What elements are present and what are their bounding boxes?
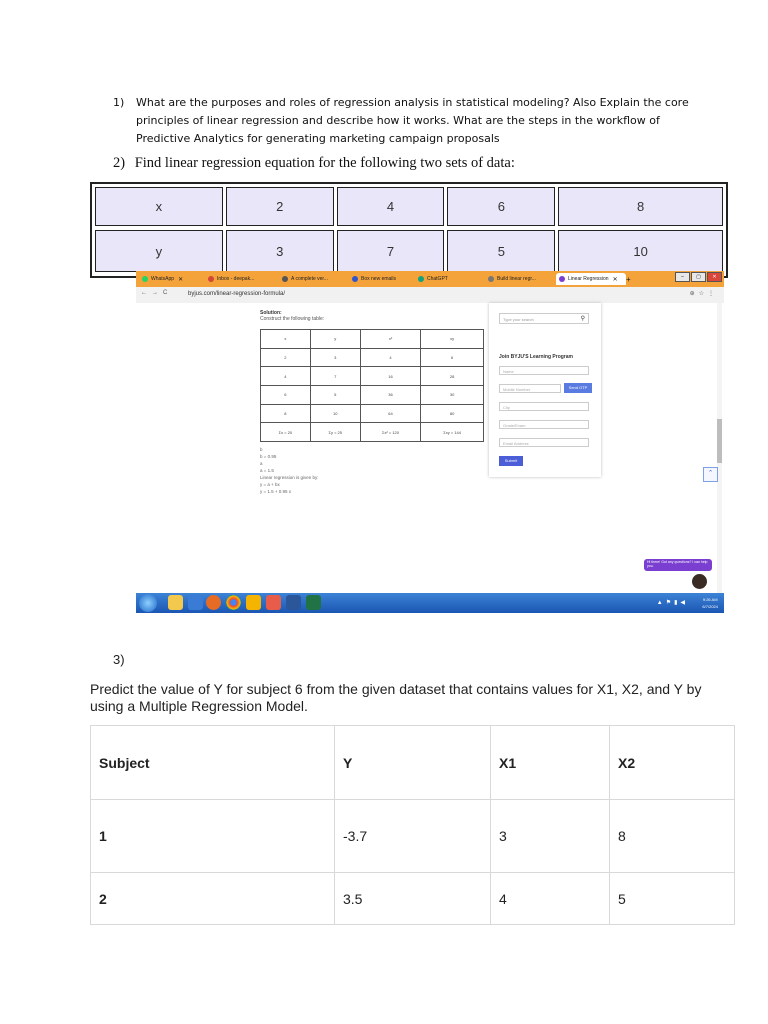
clock-time: 9:26 AM — [702, 597, 718, 602]
signup-sidebar — [489, 303, 601, 477]
solution-formulas — [260, 446, 319, 495]
tab-label: WhatsApp — [151, 276, 175, 282]
globe-icon — [282, 276, 288, 282]
table-row — [261, 330, 484, 349]
table-cell: 30 — [421, 385, 484, 404]
tab-label: A complete ver... — [291, 276, 328, 282]
table-cell: 10 — [310, 404, 360, 423]
embedded-screenshot — [136, 271, 724, 613]
table-row — [91, 800, 735, 873]
table-cell: 5 — [310, 385, 360, 404]
search-icon: ⚲ — [580, 316, 585, 322]
table-cell: 10 — [558, 230, 723, 272]
question-1-text: What are the purposes and roles of regression analysis in statistical modeling? Also Explain the core principles of linear regression and describe how it works. What are the steps in the workflow of Predictive Analytics for generating marketing campaign proposals — [136, 96, 689, 145]
windows-start-icon[interactable] — [139, 594, 157, 612]
search-placeholder: Type your search — [503, 317, 534, 322]
table-cell: 2 — [261, 348, 311, 367]
taskbar — [136, 593, 724, 613]
data-table-subjects — [90, 725, 735, 925]
whatsapp-icon — [142, 276, 148, 282]
table-row — [261, 423, 484, 442]
join-title: Join BYJU'S Learning Program — [499, 354, 573, 360]
table-cell: 8 — [261, 404, 311, 423]
browser-tab[interactable] — [142, 273, 204, 285]
table-cell: 1 — [91, 800, 335, 873]
excel-icon[interactable] — [306, 595, 321, 610]
formula-line: y = a + bx — [260, 482, 280, 487]
table-cell: 3 — [491, 800, 610, 873]
browser-tab[interactable] — [418, 273, 480, 285]
table-cell: x² — [360, 330, 421, 349]
mobile-field[interactable]: Mobile Number — [499, 384, 561, 393]
browser-tab[interactable] — [282, 273, 346, 285]
table-cell: 8 — [558, 187, 723, 226]
nav-buttons[interactable]: ←→C — [141, 290, 173, 296]
tab-label: Build linear regr... — [497, 276, 536, 282]
table-cell: 4 — [491, 873, 610, 925]
browser-tab-active[interactable] — [556, 273, 626, 285]
table-row — [261, 404, 484, 423]
firefox-icon[interactable] — [206, 595, 221, 610]
table-row — [261, 367, 484, 386]
table-cell: 2 — [91, 873, 335, 925]
table-cell: x — [261, 330, 311, 349]
table-cell: 3 — [310, 348, 360, 367]
scroll-up-button[interactable] — [703, 467, 718, 482]
table-cell: 3.5 — [335, 873, 491, 925]
taskbar-clock[interactable] — [702, 596, 718, 610]
tab-label: Inbox - deepak... — [217, 276, 255, 282]
city-field[interactable]: City — [499, 402, 589, 411]
solution-intro: Construct the following table: — [260, 316, 325, 322]
web-page — [136, 303, 724, 593]
table-cell: 5 — [610, 873, 735, 925]
question-1-number: 1) — [113, 96, 125, 109]
table-cell: 7 — [337, 230, 445, 272]
globe-icon — [488, 276, 494, 282]
name-field[interactable]: Name — [499, 366, 589, 375]
table-cell: 7 — [310, 367, 360, 386]
send-otp-button[interactable]: Send OTP — [564, 383, 592, 393]
app-icon[interactable] — [266, 595, 281, 610]
email-field[interactable]: Email Address — [499, 438, 589, 447]
window-controls — [674, 272, 722, 282]
url-text[interactable]: byjus.com/linear-regression-formula/ — [188, 291, 286, 297]
question-2 — [113, 155, 515, 172]
avatar[interactable] — [692, 574, 707, 589]
close-icon: ✕ — [612, 276, 618, 283]
mail-icon — [352, 276, 358, 282]
table-row — [261, 385, 484, 404]
formula-line: y = 1.5 + 0.95 x — [260, 489, 292, 494]
tab-label: Box new emails — [361, 276, 397, 282]
byjus-icon — [559, 276, 565, 282]
table-cell: 2 — [226, 187, 334, 226]
solution-table — [260, 329, 484, 442]
table-cell: xy — [421, 330, 484, 349]
toolbar-icons[interactable]: ⊕☆⋮ — [689, 291, 718, 297]
table-cell: Σy = 25 — [310, 423, 360, 442]
scrollbar-thumb[interactable] — [717, 419, 722, 463]
search-input[interactable] — [499, 313, 589, 324]
table-cell: y — [310, 330, 360, 349]
table-cell: 4 — [261, 367, 311, 386]
table-cell: 6 — [261, 385, 311, 404]
table-row — [95, 187, 723, 226]
table-row — [95, 230, 723, 272]
table-header-cell: X1 — [491, 726, 610, 800]
maximize-button[interactable]: ▢ — [691, 272, 706, 282]
table-cell: Σxy = 144 — [421, 423, 484, 442]
table-cell: 5 — [447, 230, 555, 272]
table-cell: 16 — [360, 367, 421, 386]
table-cell: -3.7 — [335, 800, 491, 873]
table-cell: 8 — [610, 800, 735, 873]
table-cell: 64 — [360, 404, 421, 423]
browser-tab[interactable] — [488, 273, 550, 285]
minimize-button[interactable]: – — [675, 272, 690, 282]
table-cell: 28 — [421, 367, 484, 386]
chevron-up-icon: ⌃ — [707, 470, 714, 477]
table-header-cell: Y — [335, 726, 491, 800]
submit-button[interactable]: Submit — [499, 456, 523, 466]
table-cell: Σx² = 120 — [360, 423, 421, 442]
plus-icon: + — [626, 274, 631, 284]
question-2-text: Find linear regression equation for the following two sets of data: — [134, 155, 515, 171]
new-tab-button[interactable] — [626, 273, 636, 285]
table-row — [91, 873, 735, 925]
question-1 — [113, 94, 713, 148]
table-header-row — [91, 726, 735, 800]
table-cell: 80 — [421, 404, 484, 423]
formula-line: b — [260, 447, 263, 452]
browser-tab-bar — [136, 271, 724, 287]
table-cell: 4 — [337, 187, 445, 226]
grade-select[interactable]: Grade/Exam — [499, 420, 589, 429]
question-3-number: 3) — [113, 652, 125, 667]
table-cell: 6 — [421, 348, 484, 367]
question-2-number: 2) — [113, 155, 126, 171]
table-cell: Σx = 20 — [261, 423, 311, 442]
solution-heading — [260, 310, 324, 322]
chatgpt-icon — [418, 276, 424, 282]
tab-label: Linear Regression — [568, 276, 609, 282]
close-window-button[interactable]: ✕ — [707, 272, 722, 282]
clock-date: 6/7/2024 — [702, 604, 718, 609]
table-cell: 6 — [447, 187, 555, 226]
table-cell: 3 — [226, 230, 334, 272]
gmail-icon — [208, 276, 214, 282]
table-cell: 36 — [360, 385, 421, 404]
system-tray-icons[interactable]: ▲⚑▮◀ — [656, 600, 688, 606]
table-cell: x — [95, 187, 223, 226]
media-player-icon[interactable] — [188, 595, 203, 610]
close-icon: ✕ — [178, 276, 184, 283]
paint-icon[interactable] — [246, 595, 261, 610]
formula-line: b = 0.95 — [260, 454, 277, 459]
question-3-text: Predict the value of Y for subject 6 from the given dataset that contains values for X1, X2, and Y by using a Multiple Regression Model. — [90, 681, 702, 714]
address-bar — [136, 287, 724, 304]
tab-label: ChatGPT — [427, 276, 448, 282]
table-cell: y — [95, 230, 223, 272]
file-explorer-icon[interactable] — [168, 595, 183, 610]
word-icon[interactable] — [286, 595, 301, 610]
formula-line: a — [260, 461, 263, 466]
formula-line: a = 1.5 — [260, 468, 274, 473]
table-header-cell: X2 — [610, 726, 735, 800]
solution-title: Solution: — [260, 310, 282, 316]
chat-bubble[interactable]: Hi there! Got any questions? I can help you. — [644, 559, 712, 571]
chrome-icon[interactable] — [226, 595, 241, 610]
browser-tab[interactable] — [208, 273, 276, 285]
table-header-cell: Subject — [91, 726, 335, 800]
table-row — [261, 348, 484, 367]
table-cell: 4 — [360, 348, 421, 367]
browser-tab[interactable] — [352, 273, 412, 285]
data-table-xy — [90, 182, 728, 278]
formula-line: Linear regression is given by: — [260, 475, 319, 480]
